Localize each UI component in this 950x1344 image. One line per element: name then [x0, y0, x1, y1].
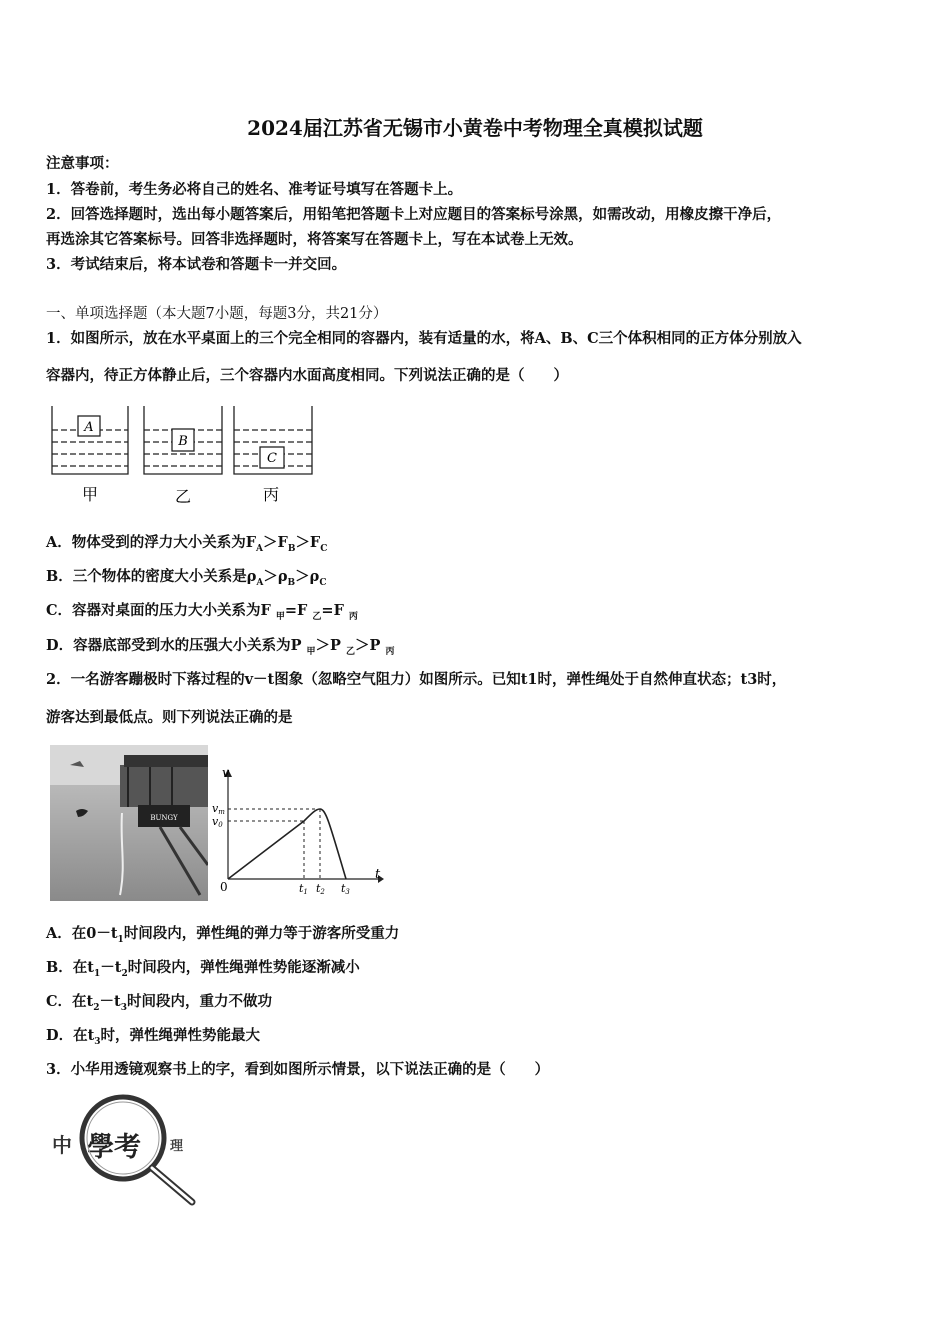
q1-stem-line1: 1．如图所示，放在水平桌面上的三个完全相同的容器内，装有适量的水，将A、B、C三个体积相同的正方体分别放入 [46, 330, 802, 347]
q1-containers-figure [46, 400, 326, 512]
notice-item-2-cont: 再选涂其它答案标号。回答非选择题时，将答案写在答题卡上，写在本试卷上无效。 [46, 231, 583, 248]
page-title: 2024届江苏省无锡市小黄卷中考物理全真模拟试题 [247, 116, 703, 140]
vt-graph [212, 765, 384, 897]
notice-item-3: 3．考试结束后，将本试卷和答题卡一并交回。 [46, 256, 347, 273]
t1-tick: t1 [299, 882, 308, 896]
q2-stem-line2: 游客达到最低点。则下列说法正确的是 [46, 709, 293, 726]
bungy-sign: BUNGY [150, 814, 178, 822]
q2-option-d[interactable]: D．在$t_3$时，弹性绳弹性势能最大 [46, 1027, 261, 1047]
magnifier-figure [46, 1092, 206, 1210]
notice-item-2: 2．回答选择题时，选出每小题答案后，用铅笔把答题卡上对应题目的答案标号涂黑，如需改动，用橡皮擦干净后， [46, 206, 782, 223]
notice-item-1: 1．答卷前，考生务必将自己的姓名、准考证号填写在答题卡上。 [46, 181, 463, 198]
section-heading: 一、单项选择题（本大题7小题，每题3分，共21分） [46, 306, 388, 322]
small-char-right: 理 [170, 1139, 184, 1154]
t3-tick: t3 [341, 882, 350, 896]
container-bing-label: 丙 [262, 485, 280, 504]
magnified-chars: 學考 [87, 1132, 141, 1163]
cube-c-label: C [267, 451, 277, 466]
cube-b-label: B [178, 434, 188, 449]
t-axis-label: t [375, 867, 381, 882]
cube-a-label: A [84, 420, 94, 435]
v-axis-label: v [222, 766, 230, 781]
q2-stem-line1: 2．一名游客蹦极时下落过程的v－t图象（忽略空气阻力）如图所示。已知t1时，弹性绳处于自然伸直状态；t3时， [46, 671, 787, 688]
origin-label: 0 [220, 880, 228, 894]
t2-tick: t2 [316, 882, 325, 896]
notice-heading: 注意事项： [46, 155, 119, 172]
bungee-photo [50, 745, 208, 901]
q1-option-c[interactable]: C．容器对桌面的压力大小关系为F $_甲$=F $_乙$=F $_丙$ [46, 602, 358, 622]
small-char-left: 中 [52, 1133, 72, 1157]
q1-option-d[interactable]: D．容器底部受到水的压强大小关系为P $_甲$＞P $_乙$＞P $_丙$ [46, 637, 395, 657]
vt-curve [228, 809, 346, 879]
container-yi-label: 乙 [174, 487, 192, 506]
q1-option-a[interactable]: A．物体受到的浮力大小关系为$F_A>F_B>F_C$ [46, 534, 328, 554]
container-jia-label: 甲 [81, 485, 99, 504]
q2-option-a[interactable]: A．在$0-t_1$时间段内，弹性绳的弹力等于游客所受重力 [46, 925, 400, 945]
q1-stem-line2: 容器内，待正方体静止后，三个容器内水面高度相同。下列说法正确的是（ ） [46, 367, 568, 384]
q3-stem: 3．小华用透镜观察书上的字，看到如图所示情景，以下说法正确的是（ ） [46, 1061, 550, 1078]
q1-option-b[interactable]: B．三个物体的密度大小关系是$\rho_A>\rho_B>\rho_C$ [46, 568, 327, 588]
q2-option-c[interactable]: C．在$t_2-t_3$时间段内，重力不做功 [46, 993, 272, 1013]
q2-option-b[interactable]: B．在$t_1-t_2$时间段内，弹性绳弹性势能逐渐减小 [46, 959, 360, 979]
v0-tick: v0 [212, 815, 223, 829]
vm-tick: vm [212, 802, 225, 816]
